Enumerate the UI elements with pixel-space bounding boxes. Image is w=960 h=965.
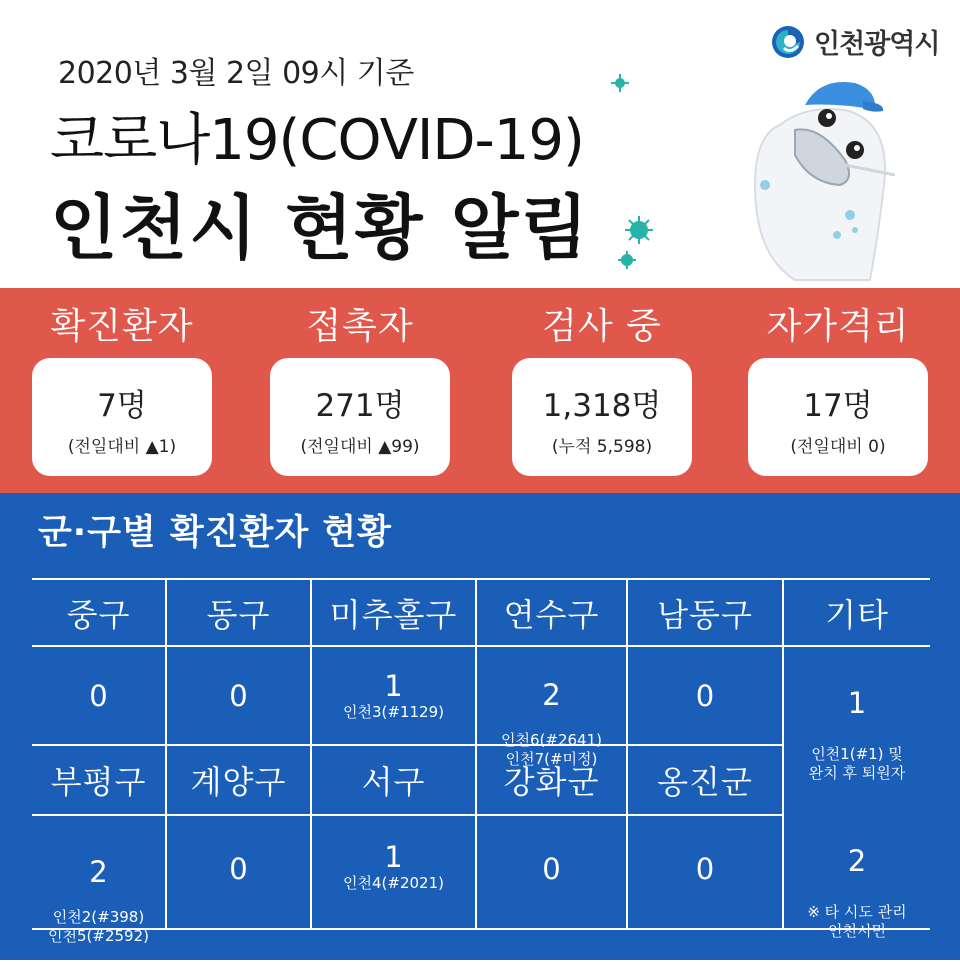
district-count-cell xyxy=(32,816,165,945)
other-note-1: 인천1(#1) 및 완치 후 퇴원자 xyxy=(808,745,906,782)
district-header: 기타 xyxy=(825,595,889,634)
stat-label: 접촉자 xyxy=(306,306,414,347)
case-ids: 인천6(#2641) 인천7(#미정) xyxy=(501,731,602,768)
confirmed-count: 0 xyxy=(229,679,248,713)
district-section xyxy=(0,493,960,960)
reference-date: 2020년 3월 2일 09시 기준 xyxy=(58,56,414,91)
district-count-cell xyxy=(477,816,626,928)
district-count-cell xyxy=(32,647,165,744)
district-header: 동구 xyxy=(206,595,271,634)
district-count-cell xyxy=(628,816,782,928)
incheon-logo-icon xyxy=(770,24,806,60)
section-title: 군·구별 확진환자 현황 xyxy=(38,513,392,553)
district-header: 옹진군 xyxy=(657,763,753,801)
stat-change: (누적 5,598) xyxy=(551,437,653,457)
stat-card xyxy=(270,358,450,476)
stat-value: 271명 xyxy=(315,388,405,424)
incheon-logo xyxy=(770,22,939,61)
district-count-cell xyxy=(477,647,626,768)
confirmed-count: 2 xyxy=(89,855,108,889)
district-header: 서구 xyxy=(361,763,426,801)
confirmed-count: 0 xyxy=(229,852,248,886)
district-count-cell xyxy=(167,816,310,928)
confirmed-count: 2 xyxy=(542,678,561,712)
district-header: 중구 xyxy=(66,595,131,634)
district-header: 계양구 xyxy=(190,763,287,801)
stat-value: 17명 xyxy=(803,388,873,424)
confirmed-count: 0 xyxy=(695,679,715,713)
stat-label: 검사 중 xyxy=(542,306,662,347)
case-ids: 인천2(#398) 인천5(#2592) xyxy=(48,908,149,945)
district-header: 부평구 xyxy=(50,763,147,801)
stat-change: (전일대비 ▲99) xyxy=(300,437,420,457)
other-note-2: ※ 타 시도 관리 인천시민 xyxy=(807,903,907,940)
stat-card xyxy=(512,358,692,476)
virus-particles-icon xyxy=(611,74,653,269)
confirmed-count: 0 xyxy=(89,679,108,713)
district-header: 미추홀구 xyxy=(329,595,458,634)
confirmed-count: 0 xyxy=(695,852,715,886)
case-ids: 인천4(#2021) xyxy=(343,874,444,892)
masked-mascot-icon xyxy=(605,65,905,290)
stat-card xyxy=(748,358,928,476)
stat-change: (전일대비 ▲1) xyxy=(67,437,177,457)
district-table xyxy=(32,578,930,945)
district-count-cell xyxy=(167,647,310,744)
district-count-cell xyxy=(312,647,475,744)
title-line-2: 인천시 현황 알림 xyxy=(50,187,591,269)
other-count-cell xyxy=(784,647,930,940)
stat-value: 7명 xyxy=(97,388,147,424)
other-count-2: 2 xyxy=(847,844,867,878)
district-header: 강화군 xyxy=(503,763,600,801)
district-count-cell xyxy=(312,816,475,928)
stat-value: 1,318명 xyxy=(542,388,662,424)
stats-band xyxy=(0,288,960,493)
stat-label: 자가격리 xyxy=(766,306,910,347)
stat-label: 확진환자 xyxy=(50,306,194,347)
district-header: 남동구 xyxy=(657,595,753,634)
confirmed-count: 0 xyxy=(542,852,561,886)
other-count-1: 1 xyxy=(847,686,867,720)
stat-card xyxy=(32,358,212,476)
title-line-1: 코로나19(COVID-19) xyxy=(50,108,584,173)
stat-change: (전일대비 0) xyxy=(790,437,886,457)
case-ids: 인천3(#1129) xyxy=(343,703,444,721)
header xyxy=(0,0,960,288)
district-count-cell xyxy=(628,647,782,744)
confirmed-count: 1 xyxy=(384,669,403,703)
district-header: 연수구 xyxy=(503,595,600,634)
confirmed-count: 1 xyxy=(384,840,403,874)
logo-text: 인천광역시 xyxy=(814,29,940,60)
